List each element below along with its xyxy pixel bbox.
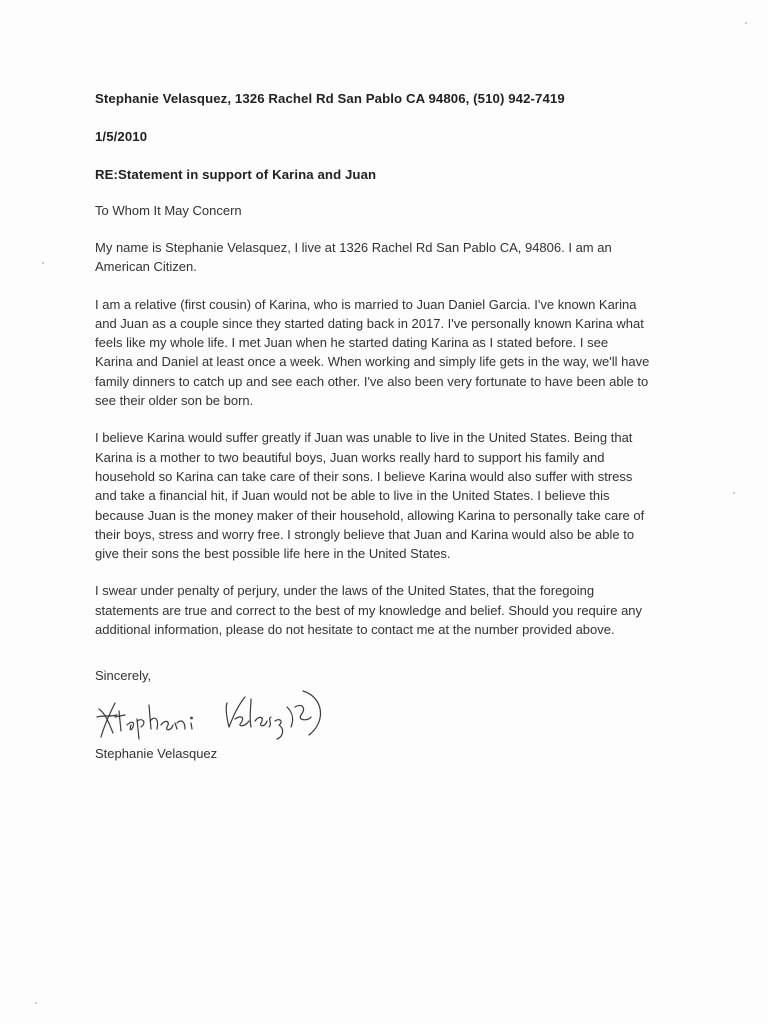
paragraph-line: and take a financial hit, if Juan would not be able to live in the United States. I believe this [95,488,610,504]
sender-line: Stephanie Velasquez, 1326 Rachel Rd San Pablo CA 94806, (510) 942-7419 [95,91,565,106]
paragraph-line: household so Karina can take care of their sons. I believe Karina would also suffer with stress [95,468,633,484]
paragraph-hardship [95,428,710,563]
paragraph-line: because Juan is the money maker of their household, allowing Karina to personally take care of [95,507,645,523]
paragraph-line: and Juan as a couple since they started dating back in 2017. I've personally known Karina what [95,315,644,331]
paragraph-line: I swear under penalty of perjury, under the laws of the United States, that the foregoing [95,583,595,599]
scan-speck [745,22,747,24]
paragraph-line: American Citizen. [95,259,197,275]
scan-speck [733,492,735,494]
salutation: To Whom It May Concern [95,203,242,218]
paragraph-intro [95,238,710,277]
paragraph-line: family dinners to catch up and see each other. I've also been very fortunate to have been able to [95,373,649,389]
paragraph-line: I am a relative (first cousin) of Karina, who is married to Juan Daniel Garcia. I've known Karina [95,296,637,312]
paragraph-line: their boys, stress and worry free. I strongly believe that Juan and Karina would also be able to [95,526,635,542]
letter-body [95,90,710,763]
subject-line: RE:Statement in support of Karina and Juan [95,167,377,182]
paragraph-relationship [95,295,710,411]
paragraph-line: feels like my whole life. I met Juan when he started dating Karina as I stated before. I see [95,335,609,351]
paragraph-declaration [95,581,710,639]
signature-drawing [95,687,355,743]
paragraph-line: additional information, please do not hesitate to contact me at the number provided above. [95,622,615,638]
paragraph-line: see their older son be born. [95,393,254,409]
signer-name: Stephanie Velasquez [95,746,218,762]
scan-speck [42,262,44,264]
paragraph-line: statements are true and correct to the best of my knowledge and belief. Should you require any [95,602,643,618]
paragraph-line: Karina and Daniel at least once a week. When working and simply life gets in the way, we'll have [95,354,650,370]
letter-date: 1/5/2010 [95,129,148,144]
handwritten-signature [95,687,355,743]
scan-speck [35,1002,37,1004]
paragraph-line: give their sons the best possible life here in the United States. [95,546,451,562]
paragraph-line: I believe Karina would suffer greatly if Juan was unable to live in the United States. Being that [95,430,633,446]
paragraph-line: Karina is a mother to two beautiful boys, Juan works really hard to support his family and [95,449,605,465]
paragraph-line: My name is Stephanie Velasquez, I live at 1326 Rachel Rd San Pablo CA, 94806. I am an [95,240,612,255]
closing: Sincerely, [95,668,152,684]
